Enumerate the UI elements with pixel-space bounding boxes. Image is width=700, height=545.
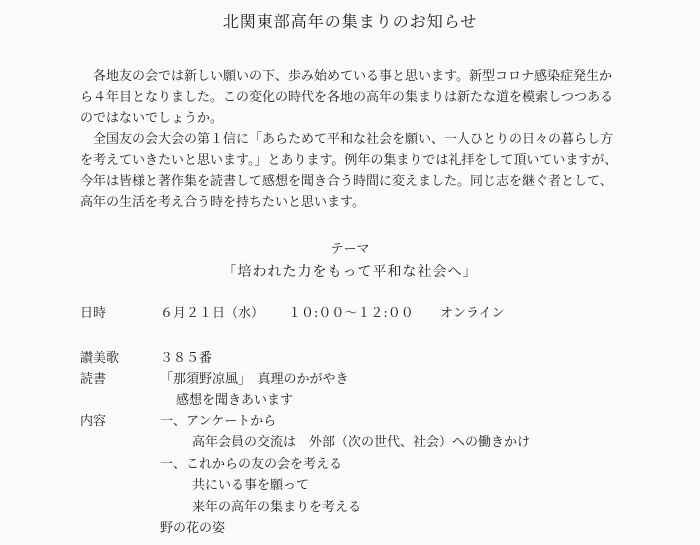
event-date: ６月２１日（水） [160, 306, 265, 321]
content-item-2: 一、これからの友の会を考える [160, 457, 343, 472]
content-item-2-detail-1: 共にいる事を願って [192, 478, 310, 493]
intro-text [80, 66, 620, 213]
reading-title: 「那須野凉風」 真理のかがやき [160, 372, 349, 387]
event-time: １０:００～１２:００ [288, 306, 414, 321]
page-title: 北関東部高年の集まりのお知らせ [222, 12, 478, 31]
intro-paragraph-1: 各地友の会では新しい願いの下、歩み始めている事と思います。新型コロナ感染症発生から４年目となりました。この変化の時代を各地の高年の集まりは新たな道を模索しつつあるのではないでしょうか。 [80, 69, 614, 126]
content-item-2-detail-2: 来年の高年の集まりを考える [192, 500, 362, 515]
event-mode: オンライン [440, 306, 505, 321]
closing-item: 野の花の姿 [160, 521, 226, 536]
date-label: 日時 [80, 306, 107, 321]
hymn-number: ３８５番 [160, 351, 213, 366]
content-label: 内容 [80, 414, 107, 429]
reading-note: 感想を聞きあいます [176, 393, 294, 408]
intro-paragraph-2: 全国友の会大会の第１信に「あらためて平和な社会を願い、一人ひとりの日々の暮らし方を考えていきたいと思います。」とあります。例年の集まりでは礼拝をして頂いていますが、今年は皆様と著作集を読書して感想を聞き合う時間に変えました。同じ志を継ぐ者として、高年の生活を考え合う時を持ちたいと思います。 [80, 132, 618, 210]
reading-label: 読書 [80, 372, 107, 387]
content-item-1-detail: 高年会員の交流は 外部（次の世代、社会）への働きかけ [192, 435, 531, 450]
theme-label: テーマ [330, 242, 370, 257]
hymn-label: 讃美歌 [80, 351, 120, 366]
content-item-1: 一、アンケートから [160, 414, 277, 429]
theme-title: 「培われた力をもって平和な社会へ」 [222, 264, 478, 280]
